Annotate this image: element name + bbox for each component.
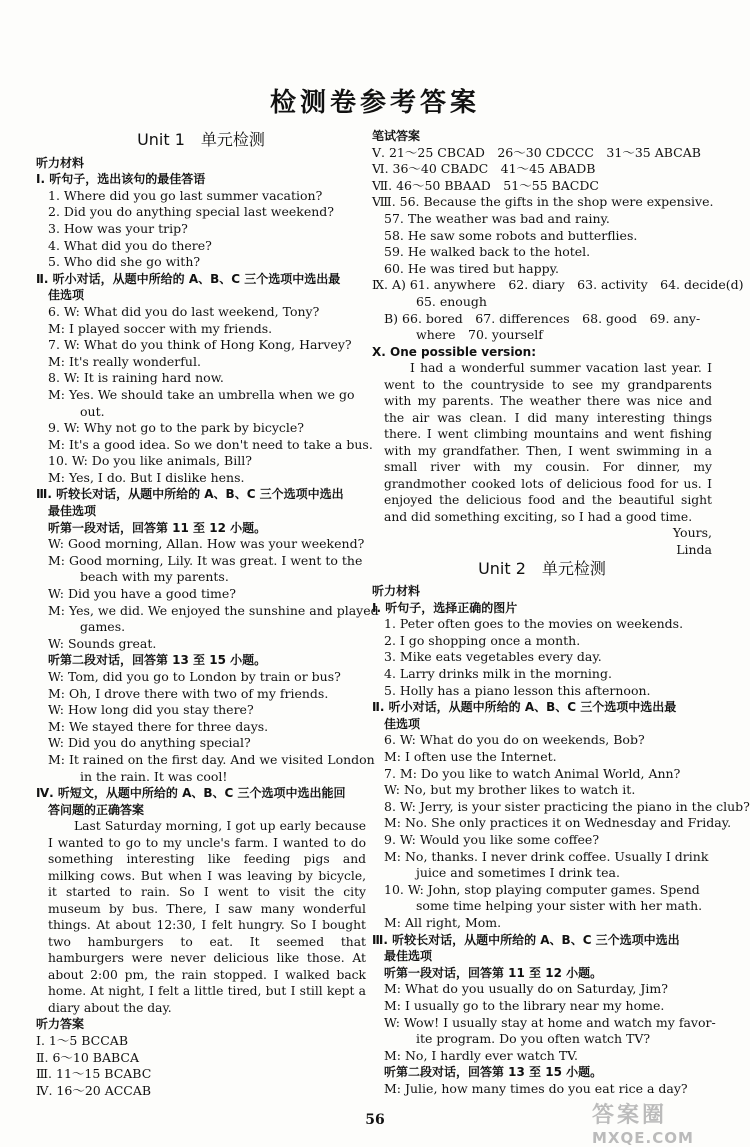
text-line: M: It's really wonderful.: [48, 353, 201, 369]
text-line: 10. W: Do you like animals, Bill?: [48, 453, 252, 469]
unit2-s1-lines: [372, 616, 712, 699]
letter-signature: Linda: [676, 541, 712, 557]
unit1-s3-head-2: 最佳选项: [48, 504, 97, 519]
text-line: 60. He was tired but happy.: [384, 260, 559, 276]
text-line: M: Yes, we did. We enjoyed the sunshine and played: [48, 602, 379, 618]
text-line: Ⅴ. 21～25 CBCAD 26～30 CDCCC 31～35 ABCAB: [372, 144, 701, 160]
text-line: W: How long did you stay there?: [48, 702, 254, 718]
text-line: W: No, but my brother likes to watch it.: [384, 782, 636, 798]
text-line: M: Good morning, Lily. It was great. I went to the: [48, 552, 363, 568]
text-line: 8. W: It is raining hard now.: [48, 370, 224, 386]
text-line: 9. W: Would you like some coffee?: [384, 832, 600, 847]
unit1-s4-passage: Last Saturday morning, I got up early because I wanted to go to my uncle's farm. I wanted to do something interesting like feeding pigs and milking cows. But when I was leaving by bicycle, it started to rain. So I went to visit the city museum by bus. There, I saw many wonderful things. At about 12:30, I felt hungry. So I bought two hamburgers to eat. It seemed that hamburgers were never delicious like those. At about 2:00 pm, the rain stopped. I walked back home. At night, I felt a little tired, but I still kept a diary about the day.: [48, 819, 366, 1015]
text-line: Ⅱ. 6～10 BABCA: [36, 1049, 139, 1065]
unit1-s3-lines1: [36, 536, 379, 652]
unit1-s2-head-1: Ⅱ. 听小对话，从题中所给的 A、B、C 三个选项中选出最: [36, 271, 341, 286]
unit1-s3-sub2: 听第二段对话，回答第 13 至 15 小题。: [48, 653, 267, 668]
text-line: 3. Mike eats vegetables every day.: [384, 649, 602, 665]
text-line: 7. W: What do you think of Hong Kong, Harvey?: [48, 337, 352, 353]
text-line: M: We stayed there for three days.: [48, 718, 269, 734]
page-title: 检测卷参考答案: [269, 88, 480, 118]
text-line: W: Wow! I usually stay at home and watch my favor-: [384, 1014, 716, 1030]
watermark-top: 答案圈: [592, 1103, 668, 1128]
text-line: M: I usually go to the library near my home.: [384, 997, 665, 1013]
unit1-s3-sub1: 听第一段对话，回答第 11 至 12 小题。: [48, 520, 267, 535]
unit1-answers-lines: [36, 1033, 366, 1099]
unit1-s4-head-1: Ⅳ. 听短文，从题中所给的 A、B、C 三个选项中选出能回: [36, 786, 346, 801]
text-line: M: Julie, how many times do you eat rice a day?: [384, 1080, 688, 1096]
unit1-s1-head: Ⅰ. 听句子，选出该句的最佳答语: [36, 172, 206, 187]
unit1-writing-letter: I had a wonderful summer vacation last year. I went to the countryside to see my grandparents with my parents. The weather there was nice and the air was clean. I did many interesting things there. I went climbing mountains and went fishing with my grandfather. Then, I went swimming in a small river with my cousin. For dinner, my grandmother cooked lots of delicious food for us. I enjoyed the delicious food and the beautiful sight and did something exciting, so I had a good time.: [384, 361, 712, 524]
unit2-s3-lines2: [372, 1081, 712, 1098]
text-line: 1. Where did you go last summer vacation?: [48, 187, 323, 203]
text-line: Ⅷ. 56. Because the gifts in the shop were expensive.: [372, 194, 714, 210]
text-line: M: Yes, I do. But I dislike hens.: [48, 469, 245, 485]
text-line: 6. W: What do you do on weekends, Bob?: [384, 732, 645, 748]
text-line: 5. Who did she go with?: [48, 254, 201, 270]
unit1-writing-head: Ⅹ. One possible version:: [372, 344, 537, 359]
text-line: Ⅳ. 16～20 ACCAB: [36, 1082, 152, 1098]
text-line: 4. What did you do there?: [48, 237, 212, 253]
text-line: some time helping your sister with her math.: [416, 898, 703, 914]
text-line: ite program. Do you often watch TV?: [416, 1031, 651, 1047]
text-line: 5. Holly has a piano lesson this afternoon.: [384, 682, 651, 698]
unit2-s3-head-2: 最佳选项: [384, 949, 433, 964]
unit1-s2-head-2: 佳选项: [48, 288, 85, 303]
text-line: M: Yes. We should take an umbrella when we go: [48, 386, 355, 402]
text-line: M: It's a good idea. So we don't need to take a bus.: [48, 436, 373, 452]
text-line: M: No. She only practices it on Wednesday and Friday.: [384, 815, 732, 831]
unit1-written-lines: [372, 144, 744, 344]
text-line: W: Tom, did you go to London by train or bus?: [48, 669, 341, 684]
unit2-s2-head-2: 佳选项: [384, 716, 421, 731]
text-line: 8. W: Jerry, is your sister practicing the piano in the club?: [384, 798, 750, 814]
text-line: W: Did you do anything special?: [48, 735, 251, 751]
text-line: Ⅸ. A) 61. anywhere 62. diary 63. activity 64. decide(d): [372, 277, 744, 293]
right-column: [372, 128, 750, 1098]
text-line: Ⅲ. 11～15 BCABC: [36, 1066, 152, 1082]
text-line: M: I often use the Internet.: [384, 749, 557, 765]
unit1-s4-head-2: 答问题的正确答案: [48, 802, 145, 817]
unit1-s3-head-1: Ⅲ. 听较长对话，从题中所给的 A、B、C 三个选项中选出: [36, 487, 344, 502]
unit2-s3-lines1: [372, 981, 716, 1064]
text-line: 2. I go shopping once a month.: [384, 632, 581, 648]
text-line: in the rain. It was cool!: [80, 768, 228, 784]
text-line: 59. He walked back to the hotel.: [384, 244, 591, 260]
text-line: Ⅶ. 46～50 BBAAD 51～55 BACDC: [372, 177, 599, 193]
text-line: B) 66. bored 67. differences 68. good 69. any-: [384, 310, 701, 326]
text-line: 57. The weather was bad and rainy.: [384, 210, 610, 226]
unit1-s2-lines: [36, 303, 373, 487]
text-line: W: Good morning, Allan. How was your weekend?: [48, 536, 365, 552]
text-line: 6. W: What did you do last weekend, Tony?: [48, 303, 320, 319]
text-line: Ⅵ. 36～40 CBADC 41～45 ABADB: [372, 161, 596, 177]
text-line: M: It rained on the first day. And we visited London: [48, 751, 375, 767]
unit2-s2-head-1: Ⅱ. 听小对话，从题中所给的 A、B、C 三个选项中选出最: [372, 700, 677, 715]
watermark-bottom: MXQE.COM: [592, 1129, 694, 1147]
text-line: 4. Larry drinks milk in the morning.: [384, 666, 612, 682]
text-line: W: Did you have a good time?: [48, 586, 236, 602]
unit2-s2-lines: [372, 732, 750, 931]
text-line: M: No, thanks. I never drink coffee. Usually I drink: [384, 848, 709, 864]
text-line: M: What do you usually do on Saturday, Jim?: [384, 981, 668, 997]
text-line: 58. He saw some robots and butterflies.: [384, 227, 638, 243]
unit1-s1-lines: [36, 188, 366, 271]
unit1-written-head: 笔试答案: [372, 129, 421, 143]
text-line: games.: [80, 619, 126, 635]
text-line: M: I played soccer with my friends.: [48, 320, 273, 336]
unit2-heading: Unit 2 单元检测: [478, 558, 606, 578]
text-line: M: All right, Mom.: [384, 914, 502, 930]
unit2-listening-label: 听力材料: [372, 584, 421, 599]
text-line: 2. Did you do anything special last weekend?: [48, 204, 334, 220]
text-line: 1. Peter often goes to the movies on weekends.: [384, 616, 684, 632]
letter-closing: Yours,: [672, 525, 712, 541]
unit2-s3-sub1: 听第一段对话，回答第 11 至 12 小题。: [384, 965, 603, 980]
watermark-logo: [592, 1098, 742, 1147]
unit2-s3-sub2: 听第二段对话，回答第 13 至 15 小题。: [384, 1065, 603, 1080]
unit1-answers-head: 听力答案: [36, 1017, 85, 1032]
text-line: W: Sounds great.: [48, 635, 157, 651]
left-column: [36, 130, 379, 1099]
text-line: M: No, I hardly ever watch TV.: [384, 1047, 578, 1063]
text-line: 10. W: John, stop playing computer games. Spend: [384, 881, 700, 897]
text-line: out.: [80, 403, 105, 419]
text-line: 65. enough: [416, 293, 487, 309]
text-line: where 70. yourself: [416, 327, 543, 343]
text-line: beach with my parents.: [80, 569, 229, 585]
unit1-heading: Unit 1 单元检测: [137, 130, 265, 149]
text-line: Ⅰ. 1～5 BCCAB: [36, 1032, 129, 1048]
unit1-s3-lines2: [36, 669, 375, 785]
text-line: 3. How was your trip?: [48, 220, 188, 236]
text-line: M: Oh, I drove there with two of my friends.: [48, 685, 329, 701]
text-line: 7. M: Do you like to watch Animal World, Ann?: [384, 765, 681, 781]
text-line: juice and sometimes I drink tea.: [416, 865, 620, 881]
unit2-s1-head: Ⅰ. 听句子，选择正确的图片: [372, 600, 518, 615]
unit2-s3-head-1: Ⅲ. 听较长对话，从题中所给的 A、B、C 三个选项中选出: [372, 932, 680, 947]
unit1-listening-label: 听力材料: [36, 155, 85, 170]
text-line: 9. W: Why not go to the park by bicycle?: [48, 420, 304, 436]
page-number: 56: [365, 1112, 385, 1128]
